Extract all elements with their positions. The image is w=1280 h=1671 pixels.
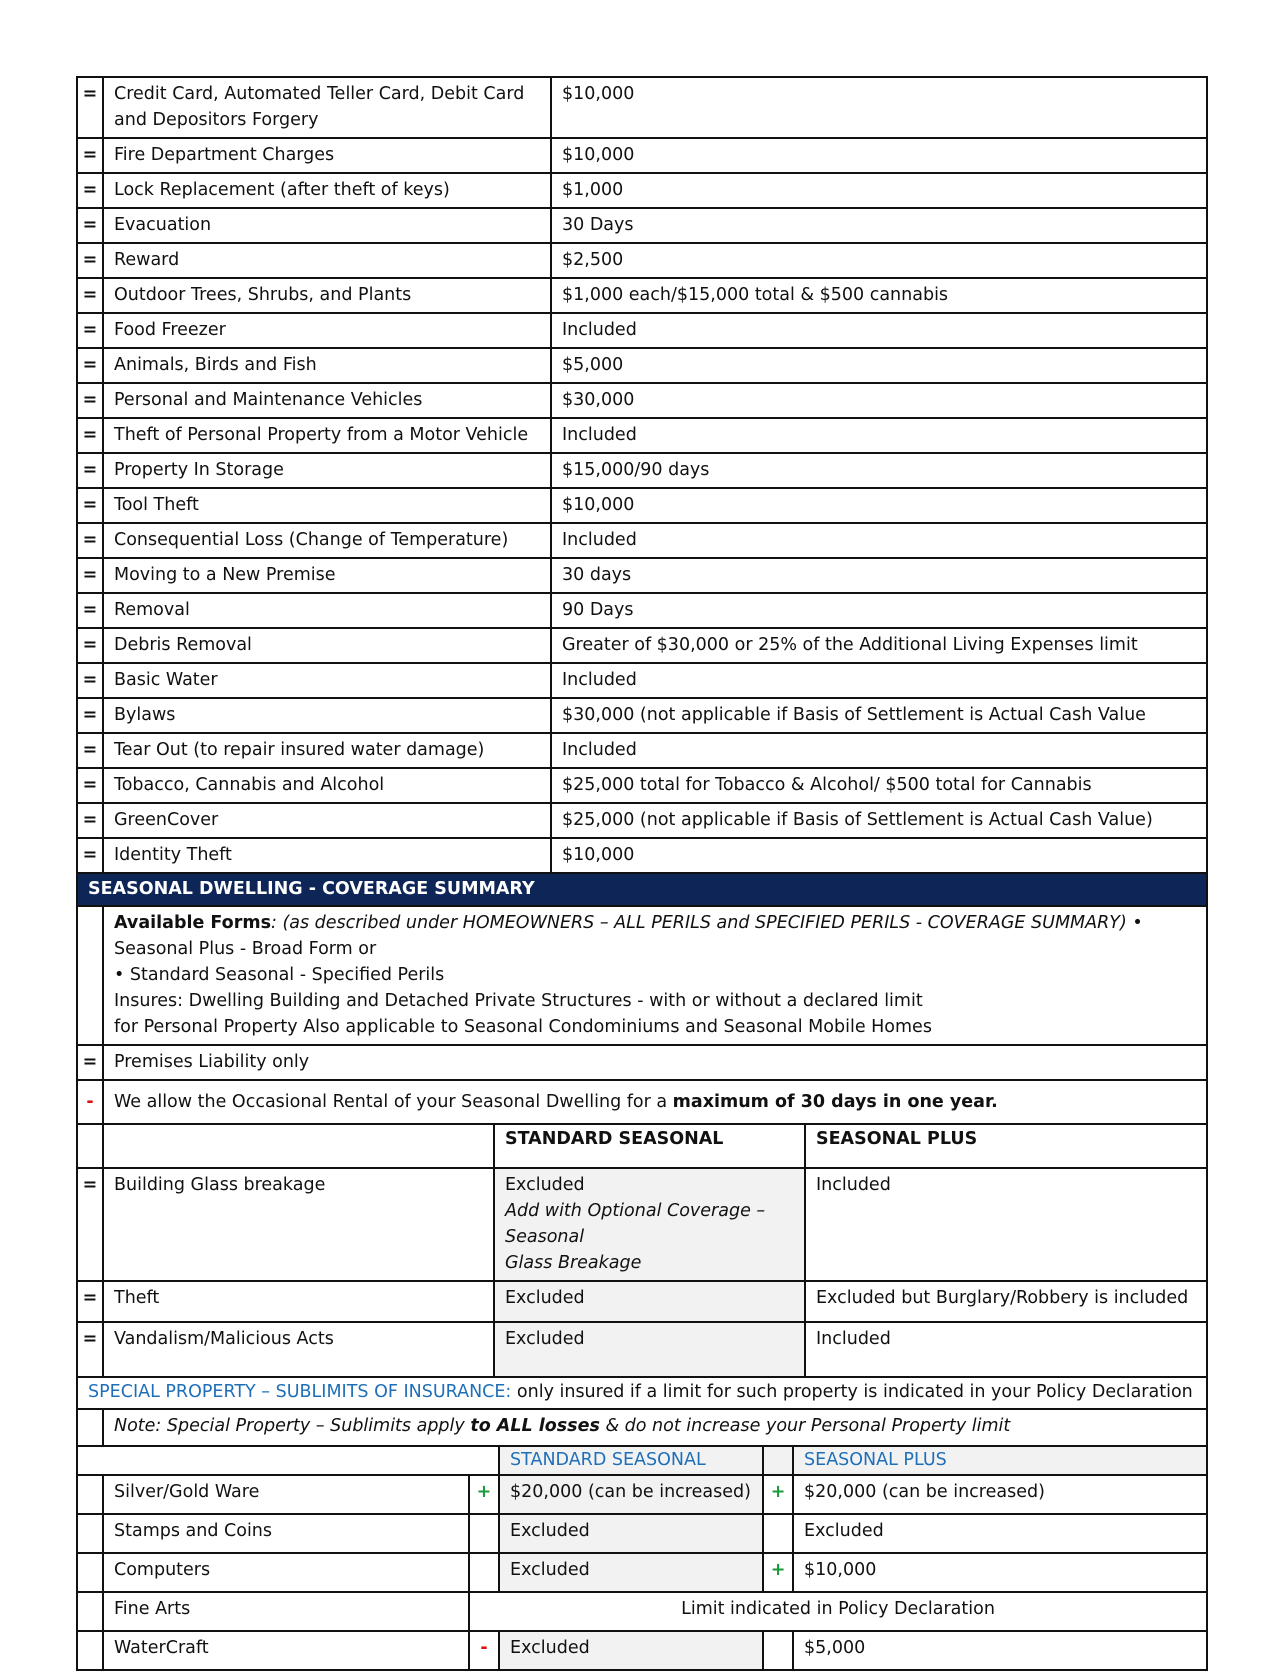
glass-plus: Included	[805, 1168, 1207, 1281]
special-property-note	[103, 1409, 1207, 1446]
standard-symbol: +	[469, 1475, 499, 1514]
coverage-value: $30,000 (not applicable if Basis of Settlement is Actual Cash Value	[551, 698, 1207, 733]
coverage-value: Included	[551, 663, 1207, 698]
equal-symbol: =	[77, 1168, 103, 1281]
available-forms-cell	[103, 906, 1207, 1045]
blank-cell	[77, 1124, 103, 1168]
coverage-value: $10,000	[551, 838, 1207, 873]
minus-symbol: -	[77, 1080, 103, 1124]
coverage-row	[77, 313, 1207, 348]
coverage-value: $10,000	[551, 138, 1207, 173]
sublimit-standard-value: Excluded	[499, 1553, 763, 1592]
sublimit-standard-value: Excluded	[499, 1514, 763, 1553]
equal-symbol: =	[77, 1322, 103, 1377]
sublimit-label: Computers	[103, 1553, 469, 1592]
insures-line-1: Insures: Dwelling Building and Detached Private Structures - with or without a declared limit	[114, 991, 923, 1011]
coverage-value: $10,000	[551, 77, 1207, 138]
equal-symbol: =	[77, 383, 103, 418]
coverage-value: Included	[551, 523, 1207, 558]
coverage-label: Moving to a New Premise	[103, 558, 551, 593]
glass-standard-note-3: Glass Breakage	[505, 1253, 642, 1273]
coverage-label: Tool Theft	[103, 488, 551, 523]
equal-symbol: =	[77, 77, 103, 138]
sublimit-row	[77, 1592, 1207, 1631]
coverage-value: Included	[551, 313, 1207, 348]
coverage-row	[77, 698, 1207, 733]
coverage-value: $25,000 (not applicable if Basis of Settlement is Actual Cash Value)	[551, 803, 1207, 838]
coverage-row	[77, 383, 1207, 418]
section-title: SEASONAL DWELLING - COVERAGE SUMMARY	[77, 873, 1207, 906]
coverage-row	[77, 663, 1207, 698]
glass-standard-status: Excluded	[505, 1175, 585, 1195]
coverage-label: Debris Removal	[103, 628, 551, 663]
coverage-value: 90 Days	[551, 593, 1207, 628]
note-end: & do not increase your Personal Property limit	[599, 1416, 1011, 1436]
sublimit-row	[77, 1475, 1207, 1514]
coverage-value: $15,000/90 days	[551, 453, 1207, 488]
sublimit-header-plus: SEASONAL PLUS	[793, 1446, 1207, 1475]
blank-symbol-cell	[77, 1409, 103, 1446]
coverage-row	[77, 628, 1207, 663]
column-header-plus: SEASONAL PLUS	[805, 1124, 1207, 1168]
fine-arts-value: Limit indicated in Policy Declaration	[469, 1592, 1207, 1631]
coverage-label: Property In Storage	[103, 453, 551, 488]
coverage-row	[77, 593, 1207, 628]
coverage-value: $1,000	[551, 173, 1207, 208]
sublimit-row	[77, 1514, 1207, 1553]
equal-symbol: =	[77, 348, 103, 383]
standard-symbol: -	[469, 1631, 499, 1670]
coverage-row	[77, 278, 1207, 313]
coverage-label: GreenCover	[103, 803, 551, 838]
coverage-row	[77, 838, 1207, 873]
equal-symbol: =	[77, 593, 103, 628]
forms-option-standard: • Standard Seasonal - Specified Perils	[114, 965, 445, 985]
sublimit-row	[77, 1631, 1207, 1670]
forms-description: : (as described under HOMEOWNERS – ALL PERILS and SPECIFIED PERILS - COVERAGE SUMMARY)	[270, 913, 1127, 933]
special-property-description: only insured if a limit for such property is indicated in your Policy Declaration	[511, 1382, 1193, 1402]
blank-cell	[103, 1124, 494, 1168]
equal-symbol: =	[77, 698, 103, 733]
coverage-document	[76, 76, 1206, 1671]
coverage-value: $10,000	[551, 488, 1207, 523]
coverage-row	[77, 733, 1207, 768]
coverage-label: Consequential Loss (Change of Temperature)	[103, 523, 551, 558]
sublimit-plus-value: $20,000 (can be increased)	[793, 1475, 1207, 1514]
theft-plus: Excluded but Burglary/Robbery is included	[805, 1281, 1207, 1322]
coverage-value: 30 days	[551, 558, 1207, 593]
equal-symbol: =	[77, 173, 103, 208]
blank-symbol-cell	[77, 1553, 103, 1592]
coverage-value: $5,000	[551, 348, 1207, 383]
coverage-label: Fire Department Charges	[103, 138, 551, 173]
equal-symbol: =	[77, 1281, 103, 1322]
plus-symbol: +	[763, 1475, 793, 1514]
plus-symbol: +	[763, 1553, 793, 1592]
coverage-label: Bylaws	[103, 698, 551, 733]
rental-text: We allow the Occasional Rental of your Seasonal Dwelling for a	[114, 1092, 673, 1112]
equal-symbol: =	[77, 628, 103, 663]
coverage-row	[77, 243, 1207, 278]
glass-label: Building Glass breakage	[103, 1168, 494, 1281]
equal-symbol: =	[77, 1045, 103, 1080]
equal-symbol: =	[77, 243, 103, 278]
equal-symbol: =	[77, 523, 103, 558]
sublimit-standard-value: Excluded	[499, 1631, 763, 1670]
sublimit-plus-value: Excluded	[793, 1514, 1207, 1553]
coverage-row	[77, 803, 1207, 838]
forms-option-plus: • Seasonal Plus - Broad Form or	[114, 913, 1143, 959]
coverage-row	[77, 488, 1207, 523]
plus-symbol	[763, 1631, 793, 1670]
sublimit-label: Fine Arts	[103, 1592, 469, 1631]
coverage-label: Outdoor Trees, Shrubs, and Plants	[103, 278, 551, 313]
blank-cell	[763, 1446, 793, 1475]
equal-symbol: =	[77, 418, 103, 453]
coverage-label: Evacuation	[103, 208, 551, 243]
coverage-value: Included	[551, 733, 1207, 768]
note-emphasis: to ALL losses	[470, 1416, 600, 1436]
special-property-heading	[77, 1377, 1207, 1409]
coverage-row	[77, 173, 1207, 208]
equal-symbol: =	[77, 313, 103, 348]
equal-symbol: =	[77, 278, 103, 313]
equal-symbol: =	[77, 558, 103, 593]
vandalism-label: Vandalism/Malicious Acts	[103, 1322, 494, 1377]
sublimit-plus-value: $5,000	[793, 1631, 1207, 1670]
insures-line-2: for Personal Property Also applicable to Seasonal Condominiums and Seasonal Mobile Homes	[114, 1017, 932, 1037]
coverage-label: Credit Card, Automated Teller Card, Debit Card and Depositors Forgery	[103, 77, 551, 138]
equal-symbol: =	[77, 768, 103, 803]
seasonal-section	[76, 872, 1208, 1447]
coverage-label: Lock Replacement (after theft of keys)	[103, 173, 551, 208]
coverage-label: Animals, Birds and Fish	[103, 348, 551, 383]
coverage-label: Tobacco, Cannabis and Alcohol	[103, 768, 551, 803]
theft-label: Theft	[103, 1281, 494, 1322]
coverage-value: $30,000	[551, 383, 1207, 418]
glass-standard	[494, 1168, 805, 1281]
equal-symbol: =	[77, 838, 103, 873]
equal-symbol: =	[77, 488, 103, 523]
blank-symbol-cell	[77, 906, 103, 1045]
blank-cell	[77, 1446, 499, 1475]
plus-symbol	[763, 1514, 793, 1553]
coverage-row	[77, 348, 1207, 383]
coverage-row	[77, 138, 1207, 173]
coverage-table	[76, 76, 1208, 874]
coverage-value: Included	[551, 418, 1207, 453]
coverage-row	[77, 523, 1207, 558]
blank-symbol-cell	[77, 1631, 103, 1670]
glass-standard-note-1: Add with Optional Coverage –	[505, 1201, 766, 1221]
sublimit-label: Silver/Gold Ware	[103, 1475, 469, 1514]
sublimit-standard-value: $20,000 (can be increased)	[499, 1475, 763, 1514]
rental-limit: maximum of 30 days in one year.	[672, 1092, 998, 1112]
equal-symbol: =	[77, 138, 103, 173]
equal-symbol: =	[77, 733, 103, 768]
blank-symbol-cell	[77, 1475, 103, 1514]
coverage-label: Food Freezer	[103, 313, 551, 348]
coverage-value: $2,500	[551, 243, 1207, 278]
coverage-label: Removal	[103, 593, 551, 628]
standard-symbol	[469, 1553, 499, 1592]
standard-symbol	[469, 1514, 499, 1553]
coverage-label: Reward	[103, 243, 551, 278]
rental-note	[103, 1080, 1207, 1124]
sublimit-header-standard: STANDARD SEASONAL	[499, 1446, 763, 1475]
coverage-label: Tear Out (to repair insured water damage)	[103, 733, 551, 768]
coverage-label: Identity Theft	[103, 838, 551, 873]
equal-symbol: =	[77, 663, 103, 698]
equal-symbol: =	[77, 453, 103, 488]
coverage-row	[77, 418, 1207, 453]
coverage-row	[77, 208, 1207, 243]
forms-label: Available Forms	[114, 913, 271, 933]
coverage-label: Theft of Personal Property from a Motor Vehicle	[103, 418, 551, 453]
sublimit-plus-value: $10,000	[793, 1553, 1207, 1592]
column-header-standard: STANDARD SEASONAL	[494, 1124, 805, 1168]
coverage-row	[77, 453, 1207, 488]
special-property-title: SPECIAL PROPERTY – SUBLIMITS OF INSURANCE:	[88, 1382, 512, 1402]
coverage-row	[77, 768, 1207, 803]
vandalism-standard: Excluded	[494, 1322, 805, 1377]
sublimits-table	[76, 1445, 1208, 1671]
equal-symbol: =	[77, 803, 103, 838]
coverage-label: Personal and Maintenance Vehicles	[103, 383, 551, 418]
vandalism-plus: Included	[805, 1322, 1207, 1377]
glass-standard-note-2: Seasonal	[505, 1227, 585, 1247]
coverage-value: $1,000 each/$15,000 total & $500 cannabis	[551, 278, 1207, 313]
sublimit-label: Stamps and Coins	[103, 1514, 469, 1553]
blank-symbol-cell	[77, 1592, 103, 1631]
equal-symbol: =	[77, 208, 103, 243]
sublimit-row	[77, 1553, 1207, 1592]
premises-liability: Premises Liability only	[103, 1045, 1207, 1080]
coverage-value: $25,000 total for Tobacco & Alcohol/ $500 total for Cannabis	[551, 768, 1207, 803]
note-start: Note: Special Property – Sublimits apply	[114, 1416, 471, 1436]
coverage-row	[77, 77, 1207, 138]
sublimit-label: WaterCraft	[103, 1631, 469, 1670]
coverage-value: Greater of $30,000 or 25% of the Additional Living Expenses limit	[551, 628, 1207, 663]
coverage-label: Basic Water	[103, 663, 551, 698]
theft-standard: Excluded	[494, 1281, 805, 1322]
coverage-value: 30 Days	[551, 208, 1207, 243]
coverage-row	[77, 558, 1207, 593]
blank-symbol-cell	[77, 1514, 103, 1553]
